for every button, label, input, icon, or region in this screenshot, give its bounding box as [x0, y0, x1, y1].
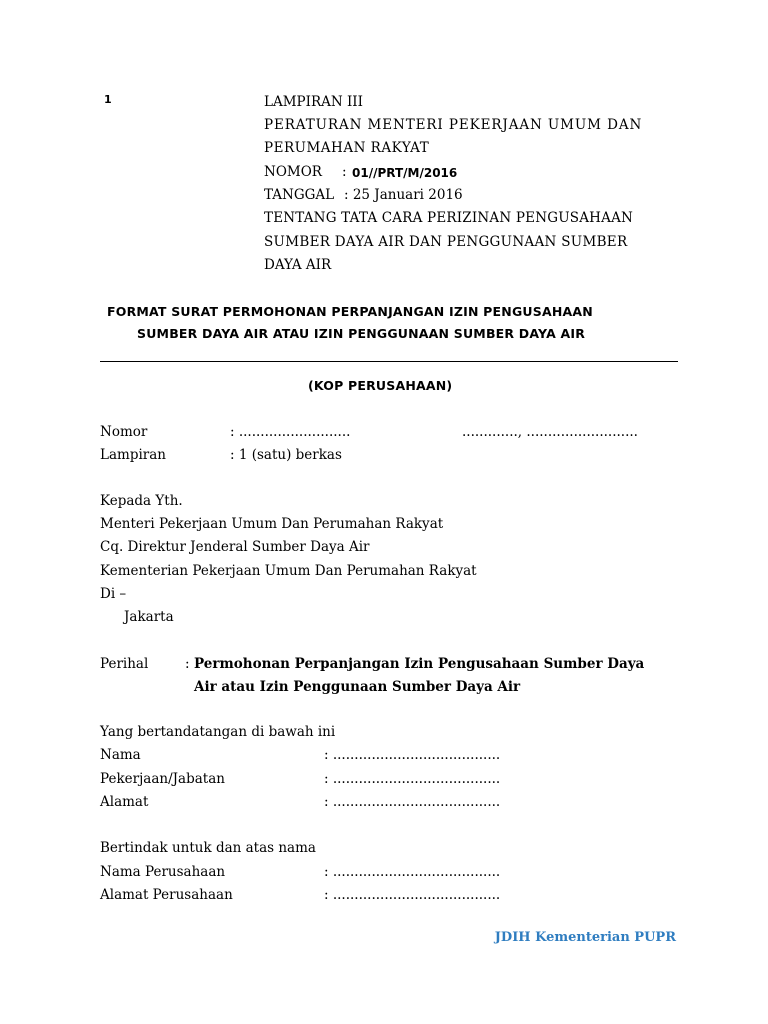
tentang-line-2: SUMBER DAYA AIR DAN PENGGUNAAN SUMBER — [264, 234, 628, 250]
recipient-city: Jakarta — [124, 609, 174, 625]
perihal-line-1: Permohonan Perpanjangan Izin Pengusahaan Sumber Daya — [194, 656, 645, 672]
signer-alamat-label: Alamat — [100, 794, 149, 810]
nomor-value: 01//PRT/M/2016 — [352, 166, 458, 180]
tanggal-label: TANGGAL — [264, 187, 335, 203]
recipient-di: Di – — [100, 586, 127, 602]
signer-intro: Yang bertandatangan di bawah ini — [100, 724, 336, 740]
recipient-director: Cq. Direktur Jenderal Sumber Daya Air — [100, 539, 370, 555]
letter-lampiran-value: : 1 (satu) berkas — [230, 447, 342, 463]
company-nama-label: Nama Perusahaan — [100, 864, 226, 880]
perihal-line-2: Air atau Izin Penggunaan Sumber Daya Air — [194, 679, 521, 695]
recipient-minister: Menteri Pekerjaan Umum Dan Perumahan Rakyat — [100, 516, 444, 532]
tanggal-value: : 25 Januari 2016 — [344, 187, 463, 203]
nomor-label: NOMOR — [264, 164, 322, 180]
perihal-separator: : — [185, 656, 190, 672]
tentang-line-3: DAYA AIR — [264, 257, 332, 273]
title-divider — [100, 361, 678, 362]
company-alamat-value: : ....................................... — [324, 887, 501, 903]
peraturan-line-1: PERATURAN MENTERI PEKERJAAN UMUM DAN — [264, 117, 643, 133]
footer-jdih-link[interactable]: JDIH Kementerian PUPR — [494, 930, 676, 945]
document-title-line-1: FORMAT SURAT PERMOHONAN PERPANJANGAN IZIN PENGUSAHAAN — [107, 304, 593, 319]
lampiran-heading: LAMPIRAN III — [264, 94, 363, 110]
company-alamat-label: Alamat Perusahaan — [100, 887, 233, 903]
company-intro: Bertindak untuk dan atas nama — [100, 840, 316, 856]
page-number: 1 — [104, 93, 112, 106]
signer-jabatan-label: Pekerjaan/Jabatan — [100, 771, 225, 787]
letter-nomor-value: : .......................... — [230, 424, 351, 440]
document-title-line-2: SUMBER DAYA AIR ATAU IZIN PENGGUNAAN SUMBER DAYA AIR — [137, 326, 586, 341]
signer-jabatan-value: : ....................................... — [324, 771, 501, 787]
letter-nomor-label: Nomor — [100, 424, 148, 440]
letter-lampiran-label: Lampiran — [100, 447, 166, 463]
recipient-greeting: Kepada Yth. — [100, 493, 183, 509]
peraturan-line-2: PERUMAHAN RAKYAT — [264, 140, 430, 156]
signer-nama-label: Nama — [100, 747, 141, 763]
signer-alamat-value: : ....................................... — [324, 794, 501, 810]
perihal-label: Perihal — [100, 656, 149, 672]
signer-nama-value: : ....................................... — [324, 747, 501, 763]
recipient-ministry: Kementerian Pekerjaan Umum Dan Perumahan Rakyat — [100, 563, 477, 579]
letter-place-date: ............., .......................... — [462, 424, 638, 440]
kop-perusahaan: (KOP PERUSAHAAN) — [308, 378, 453, 393]
tentang-line-1: TENTANG TATA CARA PERIZINAN PENGUSAHAAN — [264, 210, 634, 226]
company-nama-value: : ....................................... — [324, 864, 501, 880]
nomor-separator: : — [342, 164, 347, 180]
